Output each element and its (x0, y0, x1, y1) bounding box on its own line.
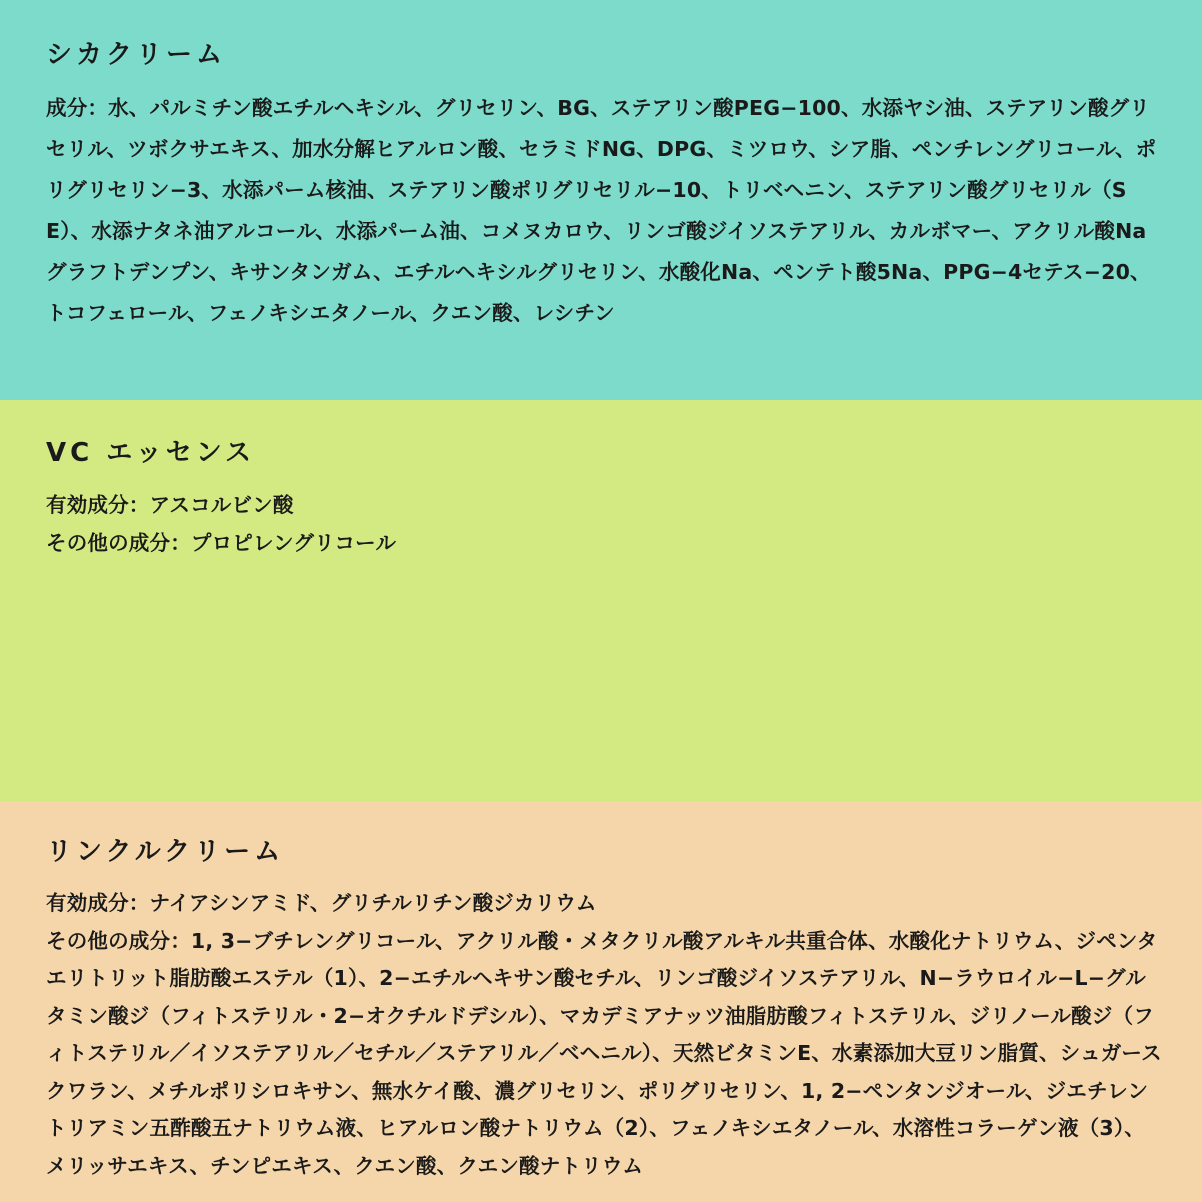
vc-essence-title: VC エッセンス (46, 438, 255, 468)
wrinkle-cream-active-ingredients: 有効成分：ナイアシンアミド、グリチルリチン酸ジカリウム (46, 891, 597, 915)
vc-essence-other-ingredients: その他の成分：プロピレングリコール (46, 531, 397, 555)
cica-cream-ingredients: 成分：水、パルミチン酸エチルヘキシル、グリセリン、BG、ステアリン酸PEG−100、水添ヤシ油、ステアリン酸グリセリル、ツボクサエキス、加水分解ヒアルロン酸、セラミドNG、DPG、ミツロウ、シア脂、ペンチレングリコール、ポリグリセリン−3、水添パーム核油、ステアリン酸ポリグリセリル−10、トリベヘニン、ステアリン酸グリセリル（SE）、水添ナタネ油アルコール、水添パーム油、コメヌカロウ、リンゴ酸ジイソステアリル、カルボマー、アクリル酸Naグラフトデンプン、キサンタンガム、エチルヘキシルグリセリン、水酸化Na、ペンテト酸5Na、PPG−4セテス−20、トコフェロール、フェノキシエタノール、クエン酸、レシチン (46, 96, 1157, 325)
cica-cream-title: シカクリーム (46, 40, 227, 70)
cica-cream-section (0, 0, 1202, 400)
vc-essence-active-ingredient: 有効成分：アスコルビン酸 (46, 493, 294, 517)
wrinkle-cream-title: リンクルクリーム (46, 837, 285, 867)
wrinkle-cream-section (0, 801, 1202, 1202)
wrinkle-cream-other-ingredients: その他の成分：1, 3−ブチレングリコール、アクリル酸・メタクリル酸アルキル共重合体、水酸化ナトリウム、ジペンタエリトリット脂肪酸エステル（1）、2−エチルヘキサン酸セチル、リンゴ酸ジイソステアリル、N−ラウロイル−L−グルタミン酸ジ（フィトステリル・2−オクチルドデシル）、マカデミアナッツ油脂肪酸フィトステリル、ジリノール酸ジ（フィトステリル／イソステアリル／セチル／ステアリル／ベヘニル）、天然ビタミンE、水素添加大豆リン脂質、シュガースクワラン、メチルポリシロキサン、無水ケイ酸、濃グリセリン、ポリグリセリン、1, 2−ペンタンジオール、ジエチレントリアミン五酢酸五ナトリウム液、ヒアルロン酸ナトリウム（2）、フェノキシエタノール、水溶性コラーゲン液（3）、メリッサエキス、チンピエキス、クエン酸、クエン酸ナトリウム (46, 928, 1162, 1178)
vc-essence-section (0, 400, 1202, 801)
